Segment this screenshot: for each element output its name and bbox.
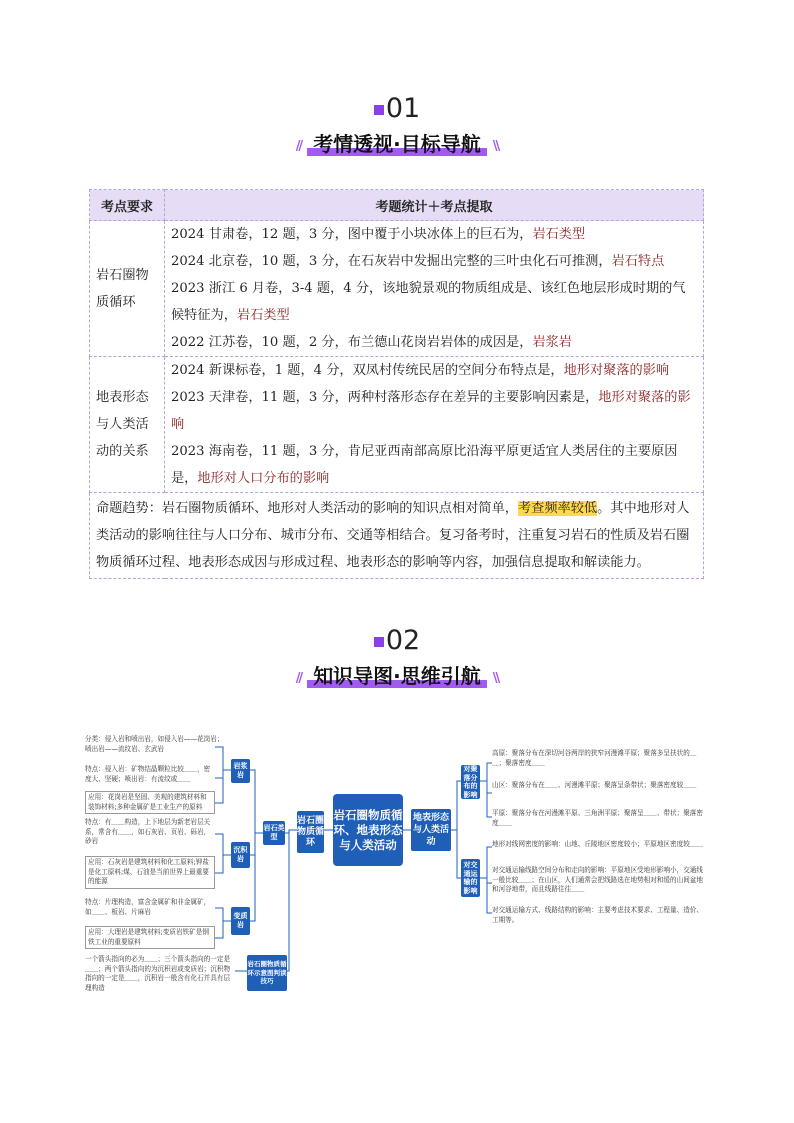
landform-node: 地表形态与人类活动 [411, 809, 451, 851]
rock-type-node: 岩石类型 [263, 821, 285, 845]
exam-list [165, 357, 704, 493]
magmatic-use-note: 应用：花岗岩是坚固、美观的建筑材料和装饰材料;多种金属矿是工业生产的原料 [85, 791, 215, 814]
exam-item: 2024 新课标卷，1 题，4 分，双凤村传统民居的空间分布特点是，地形对聚落的影响 [171, 363, 670, 378]
metamorphic-feature-note: 特点：片理构造，富含金属矿和非金属矿，如＿＿、板岩、片麻岩 [85, 898, 211, 916]
metamorphic-rock-node: 变质岩 [231, 907, 250, 935]
section-number-01: 01 [0, 93, 794, 124]
mountain-note: 山区：聚落分布在＿＿、河漫滩平原；聚落呈条带状；聚落密度较＿＿ [492, 781, 697, 789]
exam-item: 2024 甘肃卷，12 题，3 分，图中覆于小块冰体上的巨石为，岩石类型 [171, 227, 586, 242]
diagram-skill-note: 一个箭头指向的必为＿＿；三个箭头指向的一定是＿＿；两个箭头指向的为沉积岩或变质岩；沉积物指向的一定是＿＿，沉积岩一般含有化石并具有层理构造 [85, 955, 231, 992]
rock-cycle-node: 岩石圈物质循环 [297, 811, 324, 853]
diagram-skill-node: 岩石圈物质循环示意图判读技巧 [247, 955, 287, 991]
slash-decoration-icon: // [295, 671, 302, 686]
density-note: 地形对线网密度的影响：山地、丘陵地区密度较小；平原地区密度较＿＿ [492, 840, 703, 848]
section-title-banner-02 [0, 660, 794, 689]
table-header-cell: 考点要求 [90, 190, 165, 221]
exam-item: 2023 浙江 6 月卷，3-4 题，4 分，该地貌景观的物质组成是、该红色地层形成时期的气候特征为，岩石类型 [171, 281, 686, 323]
exam-item: 2024 北京卷，10 题，3 分，在石灰岩中发掘出完整的三叶虫化石可推测，岩石特点 [171, 254, 665, 269]
exam-item: 2023 天津卷，11 题，3 分，两种村落形态存在差异的主要影响因素是，地形对聚落的影响 [171, 390, 691, 432]
slash-decoration-icon: // [295, 139, 302, 154]
purple-square-icon [374, 637, 384, 647]
metamorphic-use-note: 应用：大理岩是建筑材料;变质岩铁矿是钢铁工业的重要原料 [85, 926, 215, 949]
table-row [90, 493, 704, 579]
table-row [90, 221, 704, 357]
transport-cost-note: 对交通运输方式、线路结构的影响：主要考虑技术要求、工程量、造价、工期等。 [492, 906, 703, 924]
trend-paragraph: 命题趋势：岩石圈物质循环、地形对人类活动的影响的知识点相对简单，考查频率较低。其中地形对人类活动的影响往往与人口分布、城市分布、交通等相结合。复习备考时，注重复习岩石的性质及岩石圈物质循环过程、地表形态成因与形成过程、地表形态的影响等内容，加强信息提取和解读能力。 [90, 493, 704, 579]
sedimentary-rock-node: 沉积岩 [231, 842, 250, 868]
section-title: 知识导图·思维引航 [307, 660, 487, 689]
highlighted-text: 考查频率较低 [518, 501, 598, 516]
topic-label: 地表形态与人类活动的关系 [90, 357, 165, 493]
exam-item: 2022 江苏卷，10 题，2 分，布兰德山花岗岩岩体的成因是，岩浆岩 [171, 335, 572, 350]
purple-square-icon [374, 105, 384, 115]
section-title: 考情透视·目标导航 [307, 128, 487, 157]
magmatic-feature-note: 特点：侵入岩：矿物结晶颗粒比较＿＿，密度大、坚硬；喷出岩：有流纹或＿＿ [85, 765, 211, 783]
exam-list [165, 221, 704, 357]
sedimentary-use-note: 应用：石灰岩是建筑材料和化工原料;钾盐是化工原料;煤、石油是当前世界上最重要的能源 [85, 856, 215, 889]
route-layout-note: 对交通运输线路空间分布和走向的影响：平原地区受地形影响小，交通线一般比较＿＿；在山区，人们通常会把线路选在地势相对和缓的山间盆地和河谷地带，而且线路往往＿＿ [492, 866, 703, 893]
table-row [90, 357, 704, 493]
classification-note: 分类：侵入岩和喷出岩，如侵入岩——花岗岩；喷出岩——流纹岩、玄武岩 [85, 735, 224, 753]
table-header-cell: 考题统计＋考点提取 [165, 190, 704, 221]
section-number-02: 02 [0, 625, 794, 656]
table-header-row [90, 190, 704, 221]
section-title-banner-01 [0, 128, 794, 157]
magmatic-rock-node: 岩浆岩 [231, 759, 250, 783]
slash-decoration-icon: \\ [492, 139, 499, 154]
topic-label: 岩石圈物质循环 [90, 221, 165, 357]
center-topic-node: 岩石圈物质循环、地表形态与人类活动 [333, 794, 403, 866]
mind-map [85, 733, 709, 1003]
slash-decoration-icon: \\ [492, 671, 499, 686]
traffic-impact-node: 对交通运输的影响 [461, 859, 480, 897]
settlement-impact-node: 对聚落分布的影响 [461, 765, 480, 799]
plateau-note: 高原：聚落分布在深切河谷两岸的狭窄河漫滩平原；聚落多呈扶状的＿＿；聚落密度＿＿ [492, 749, 697, 767]
plain-note: 平原：聚落分布在河漫滩平原、三角洲平原；聚落呈＿＿、带状；聚落密度＿＿ [492, 809, 703, 827]
sedimentary-feature-note: 特点：有＿＿构造，上下地层为新老岩层关系，常含有＿＿，如石灰岩、页岩、砾岩，砂岩 [85, 818, 211, 845]
exam-item: 2023 海南卷，11 题，3 分，肯尼亚西南部高原比沿海平原更适宜人类居住的主要原因是，地形对人口分布的影响 [171, 444, 678, 486]
exam-statistics-table [89, 189, 704, 579]
